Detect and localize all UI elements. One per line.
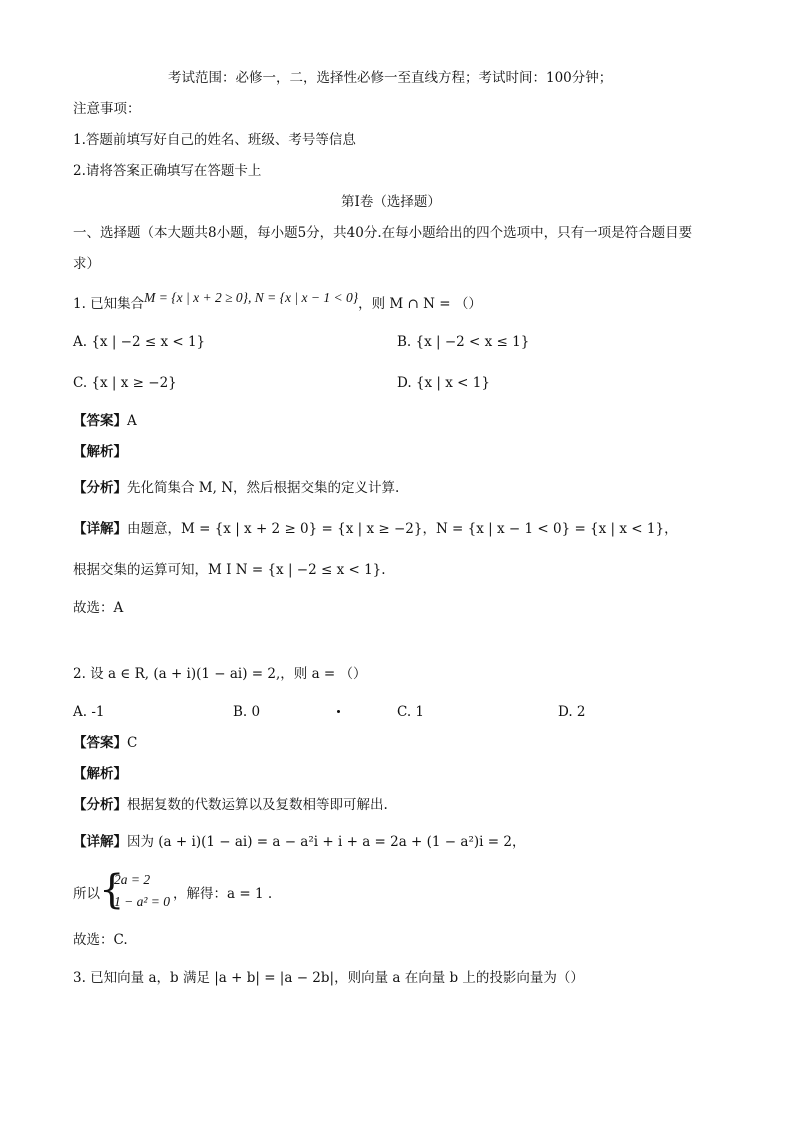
q2-analysis-tag: 【解析】 xyxy=(73,766,127,782)
q3-stem: 3. 已知向量 a，b 满足 |a + b| = |a − 2b|，则向量 a 在向量 b 上的投影向量为（） xyxy=(73,970,584,986)
stray-dot xyxy=(337,710,340,713)
q2-fenxi-tag: 【分析】 xyxy=(73,797,127,813)
volume-title: 第I卷（选择题） xyxy=(341,194,441,210)
q2-equation-1: 2a = 2 xyxy=(114,872,151,887)
q1-answer-value: A xyxy=(127,413,137,429)
q2-fenxi-text: 根据复数的代数运算以及复数相等即可解出. xyxy=(127,797,388,813)
q2-so-prefix: 所以 xyxy=(73,886,100,902)
q1-fenxi-tag: 【分析】 xyxy=(73,480,127,496)
q2-fenxi xyxy=(73,795,388,815)
q1-option-d: D. {x | x < 1} xyxy=(397,375,490,391)
system-brace: { xyxy=(99,867,125,913)
section-heading-line2: 求） xyxy=(73,256,100,272)
q2-answer xyxy=(73,733,137,753)
notice-title: 注意事项： xyxy=(73,101,141,117)
q1-option-a: A. {x | −2 ≤ x < 1} xyxy=(73,334,206,350)
q2-conclusion: 故选：C. xyxy=(73,932,128,948)
q2-stem: 2. 设 a ∈ R, (a + i)(1 − ai) = 2,，则 a = （） xyxy=(73,666,367,682)
q1-fenxi xyxy=(73,478,399,498)
q2-equation-2: 1 − a² = 0 xyxy=(114,894,171,909)
q1-option-b: B. {x | −2 < x ≤ 1} xyxy=(397,334,530,350)
q1-xiangjie-text: 由题意，M = {x | x + 2 ≥ 0} = {x | x ≥ −2}，N = {x | x − 1 < 0} = {x | x < 1}， xyxy=(127,521,678,537)
exam-header: 考试范围：必修一，二，选择性必修一至直线方程；考试时间：100分钟； xyxy=(168,70,613,86)
q2-xiangjie-text: 因为 (a + i)(1 − ai) = a − a²i + i + a = 2a + (1 − a²)i = 2， xyxy=(127,834,526,850)
q2-option-b: B. 0 xyxy=(233,704,261,720)
q1-xiangjie-tag: 【详解】 xyxy=(73,521,127,537)
section-heading-line1: 一、选择题（本大题共8小题，每小题5分，共40分.在每小题给出的四个选项中，只有一项是符合题目要 xyxy=(73,225,693,241)
q1-answer-tag: 【答案】 xyxy=(73,413,127,429)
notice-item-2: 2.请将答案正确填写在答题卡上 xyxy=(73,163,262,179)
q2-answer-tag: 【答案】 xyxy=(73,735,127,751)
q1-solution-line2: 根据交集的运算可知，M I N = {x | −2 ≤ x < 1}. xyxy=(73,562,386,578)
q1-answer xyxy=(73,411,137,431)
q1-expression: M = {x | x + 2 ≥ 0}, N = {x | x − 1 < 0} xyxy=(144,290,359,305)
q2-xiangjie xyxy=(73,832,525,852)
q2-answer-value: C xyxy=(127,735,138,751)
q2-so-suffix: ，解得：a = 1 . xyxy=(173,886,273,902)
q1-suffix: ，则 M ∩ N = （） xyxy=(358,296,482,312)
q1-xiangjie xyxy=(73,519,678,539)
q2-option-c: C. 1 xyxy=(397,704,425,720)
q1-analysis-tag: 【解析】 xyxy=(73,444,127,460)
q2-option-d: D. 2 xyxy=(558,704,586,720)
q2-xiangjie-tag: 【详解】 xyxy=(73,834,127,850)
notice-item-1: 1.答题前填写好自己的姓名、班级、考号等信息 xyxy=(73,132,356,148)
q1-prefix: 1. 已知集合 xyxy=(73,296,145,312)
q1-stem xyxy=(73,290,482,314)
q1-option-c: C. {x | x ≥ −2} xyxy=(73,375,177,391)
q2-option-a: A. -1 xyxy=(73,704,105,720)
q1-conclusion: 故选：A xyxy=(73,600,124,616)
q1-fenxi-text: 先化简集合 M, N，然后根据交集的定义计算. xyxy=(127,480,400,496)
